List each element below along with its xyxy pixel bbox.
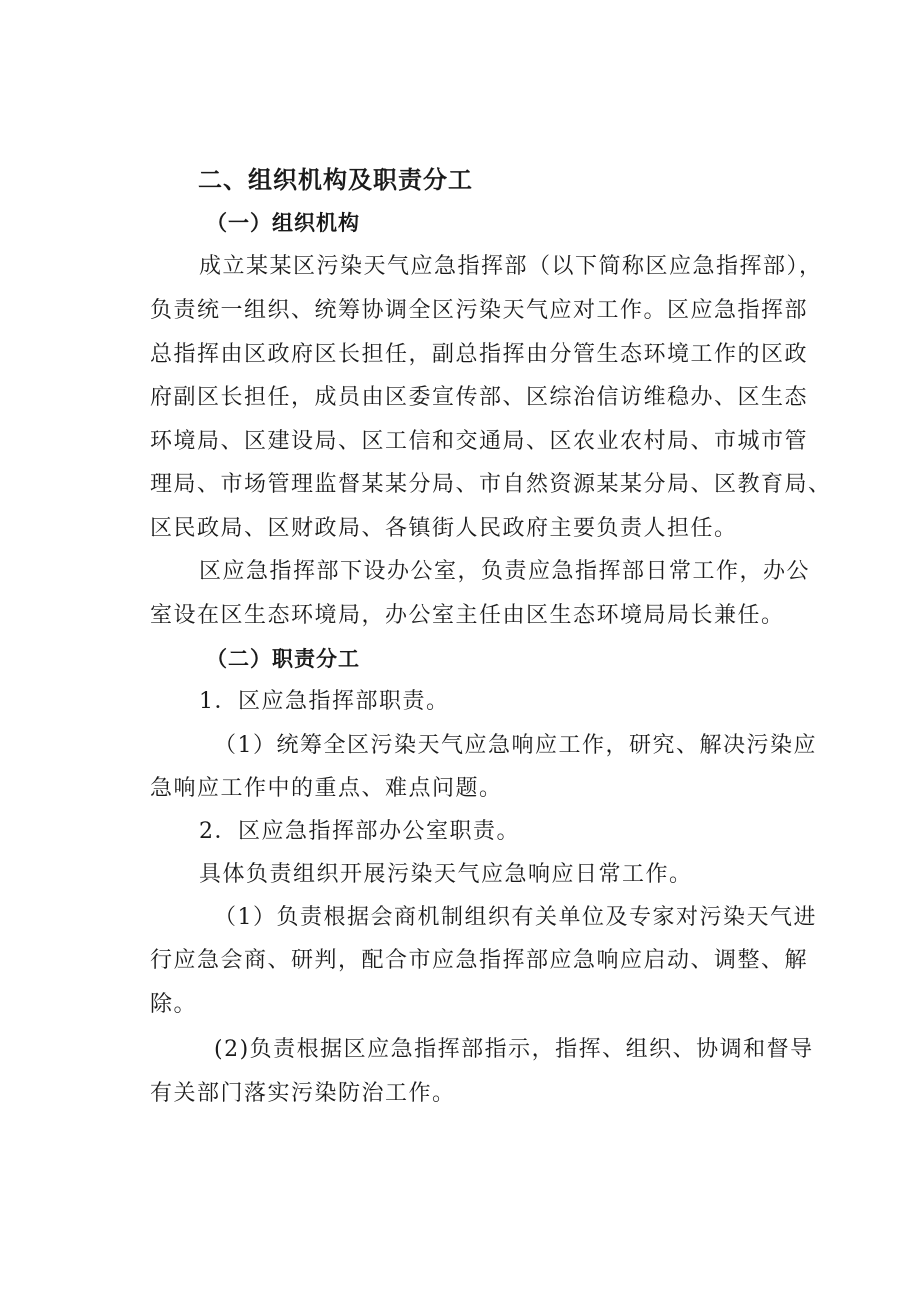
- subsection-title-organization: （一）组织机构: [206, 211, 360, 235]
- list-item-line: 1．区应急指挥部职责。: [199, 689, 450, 714]
- paragraph-line: 理局、市场管理监督某某分局、市自然资源某某分局、区教育局、: [150, 472, 832, 497]
- list-item-line: 除。: [150, 992, 198, 1017]
- paragraph-line: 总指挥由区政府区长担任，副总指挥由分管生态环境工作的区政: [150, 342, 809, 367]
- paragraph-line: 区应急指挥部下设办公室，负责应急指挥部日常工作，办公: [199, 559, 811, 584]
- list-item-line: 2．区应急指挥部办公室职责。: [199, 819, 520, 844]
- paragraph-line: 负责统一组织、统筹协调全区污染天气应对工作。区应急指挥部: [150, 298, 809, 323]
- paragraph-line: 成立某某区污染天气应急指挥部（以下简称区应急指挥部），: [199, 254, 823, 279]
- paragraph-line: 区民政局、区财政局、各镇街人民政府主要负责人担任。: [150, 516, 738, 541]
- list-item-line: 有关部门落实污染防治工作。: [150, 1081, 456, 1106]
- list-item-line: 急响应工作中的重点、难点问题。: [150, 776, 503, 801]
- list-item-line: （1）负责根据会商机制组织有关单位及专家对污染天气进: [214, 905, 817, 930]
- list-item-line: 具体负责组织开展污染天气应急响应日常工作。: [199, 862, 693, 887]
- list-item-line: 行应急会商、研判，配合市应急指挥部应急响应启动、调整、解: [150, 948, 809, 973]
- paragraph-line: 府副区长担任，成员由区委宣传部、区综治信访维稳办、区生态: [150, 385, 809, 410]
- list-item-line: （1）统筹全区污染天气应急响应工作，研究、解决污染应: [214, 733, 817, 758]
- subsection-title-duties: （二）职责分工: [206, 647, 360, 671]
- list-item-line: (2)负责根据区应急指挥部指示，指挥、组织、协调和督导: [214, 1037, 814, 1062]
- paragraph-line: 环境局、区建设局、区工信和交通局、区农业农村局、市城市管: [150, 429, 809, 454]
- section-heading: 二、组织机构及职责分工: [198, 166, 473, 194]
- paragraph-line: 室设在区生态环境局，办公室主任由区生态环境局局长兼任。: [150, 603, 785, 628]
